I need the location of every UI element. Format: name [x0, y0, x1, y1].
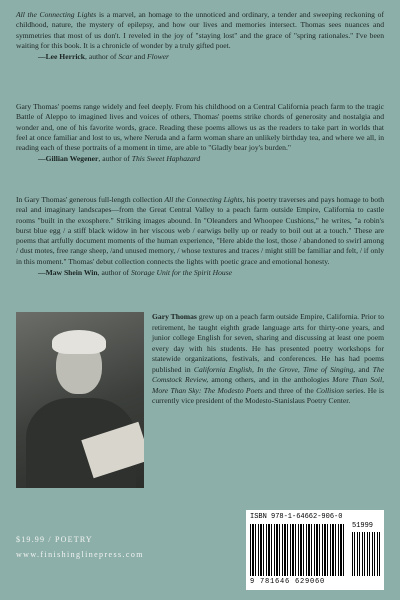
- review-blurb-3: [16, 195, 384, 278]
- author-bio: [152, 312, 384, 407]
- attr-book: Scar: [118, 52, 133, 62]
- review-blurb-1: [16, 10, 384, 62]
- publisher-url: www.finishinglinepress.com: [16, 550, 144, 559]
- bio-text: and three of the: [262, 385, 317, 395]
- bio-publication: The Comstock Review,: [152, 364, 385, 384]
- blurb-attribution: [16, 52, 384, 62]
- blurb-body: Gary Thomas' poems range widely and feel deeply. From his childhood on a Central California peach farm to the tragic Battle of Aleppo to imagined lives and voices of others, Thomas' poems strike chords of generosity and nostalgia and wonder and, one of his favorite words, grace. Reading these poems allows us as the readers to take part in worlds that feel at once familiar and lost to us, where Neruda and a farm woman share an unlikely birthday tea, and where we all, in reading each of these portraits of a moment in time, are able to "Gladly bear joy's burden.": [16, 102, 384, 153]
- blurb-text: [16, 10, 384, 51]
- blurb-body: his poetry traverses and pays homage to both real and imaginary landscapes—from the Great Central Valley to a peach farm outside Empire, California to castle rooms "built in the exosphere." Striking images abound. In "Oleanders and Whoopee Cushions," he writes, "a robin's burst blue egg / a stiff black widow in her viscous web / earwigs belly up or ready to boil out at a touch." These are poems that artfully document moments of the human experience, "Here abide the lost, those / abandoned to swirl among / dust motes, free range sheep, /and unused memory, / whose textures and traces / might still be familiar and felt, / if only in this moment." Thomas' debut collection connects the lights with poetic grace and emotional honesty.: [16, 195, 384, 266]
- bio-text: and: [355, 364, 373, 374]
- book-title: All the Connecting Lights: [16, 10, 97, 19]
- blurb-author: —Gillian Wegener: [38, 154, 99, 164]
- price-category: $19.99 / POETRY: [16, 535, 93, 544]
- bio-publication: California English, In the Grove, Time of Singing,: [193, 364, 356, 374]
- bio-anthology: More Than Soil, More Than Sky: The Modesto Poets: [152, 375, 384, 395]
- blurb-text: [16, 195, 384, 267]
- blurb-body: is a marvel, an homage to the unnoticed and ordinary, a tender and sweeping reckoning of childhood, nature, the mystery of epilepsy, and how our lives and memories intersect. Thomas sees nuances and symmetries that most of us don't. I reveled in the joy of "staying lost" and the grace of "spring rationales." I've been waiting for this book. It is a chronicle of wonder by a truly gifted poet.: [16, 10, 384, 50]
- price-code: 51999: [352, 522, 374, 530]
- ean-number: 9 781646 629060: [250, 578, 326, 586]
- review-blurb-2: [16, 102, 384, 165]
- barcode: [246, 510, 384, 590]
- attr-text: , author of: [98, 154, 132, 164]
- blurb-attribution: [16, 154, 384, 164]
- attr-text: and: [132, 52, 148, 62]
- author-name: Gary Thomas: [152, 312, 197, 321]
- bio-text: series. He is currently vice president of the Modesto-Stanislaus Poetry Center.: [152, 385, 384, 405]
- barcode-bars: [250, 524, 346, 576]
- blurb-attribution: [16, 268, 384, 278]
- attr-text: , author of: [85, 52, 119, 62]
- author-photo: [16, 312, 144, 488]
- attr-book: This Sweet Haphazard: [131, 154, 201, 164]
- blurb-body: In Gary Thomas' generous full-length collection: [16, 195, 165, 204]
- book-title: All the Connecting Lights,: [164, 195, 245, 204]
- isbn-label: ISBN 978-1-64662-906-0: [250, 513, 343, 521]
- attr-text: , author of: [97, 268, 131, 278]
- blurb-author: —Lee Herrick: [38, 52, 86, 62]
- bio-text: among others, and in the anthologies: [208, 375, 333, 384]
- price-barcode-bars: [352, 532, 380, 576]
- attr-book: Storage Unit for the Spirit House: [130, 268, 233, 278]
- blurb-author: —Maw Shein Win: [38, 268, 98, 278]
- bio-text: grew up on a peach farm outside Empire, California. Prior to retirement, he taught eighth grade language arts for thirty-one years, and junior college English for seven, sharing and discussing at least one poem every day with his students. He has presented poetry workshops for statewide organizations, festivals, and conferences. He has had poems published in: [152, 312, 384, 374]
- attr-book: Flower: [147, 52, 169, 62]
- bio-series: Collision: [316, 385, 344, 395]
